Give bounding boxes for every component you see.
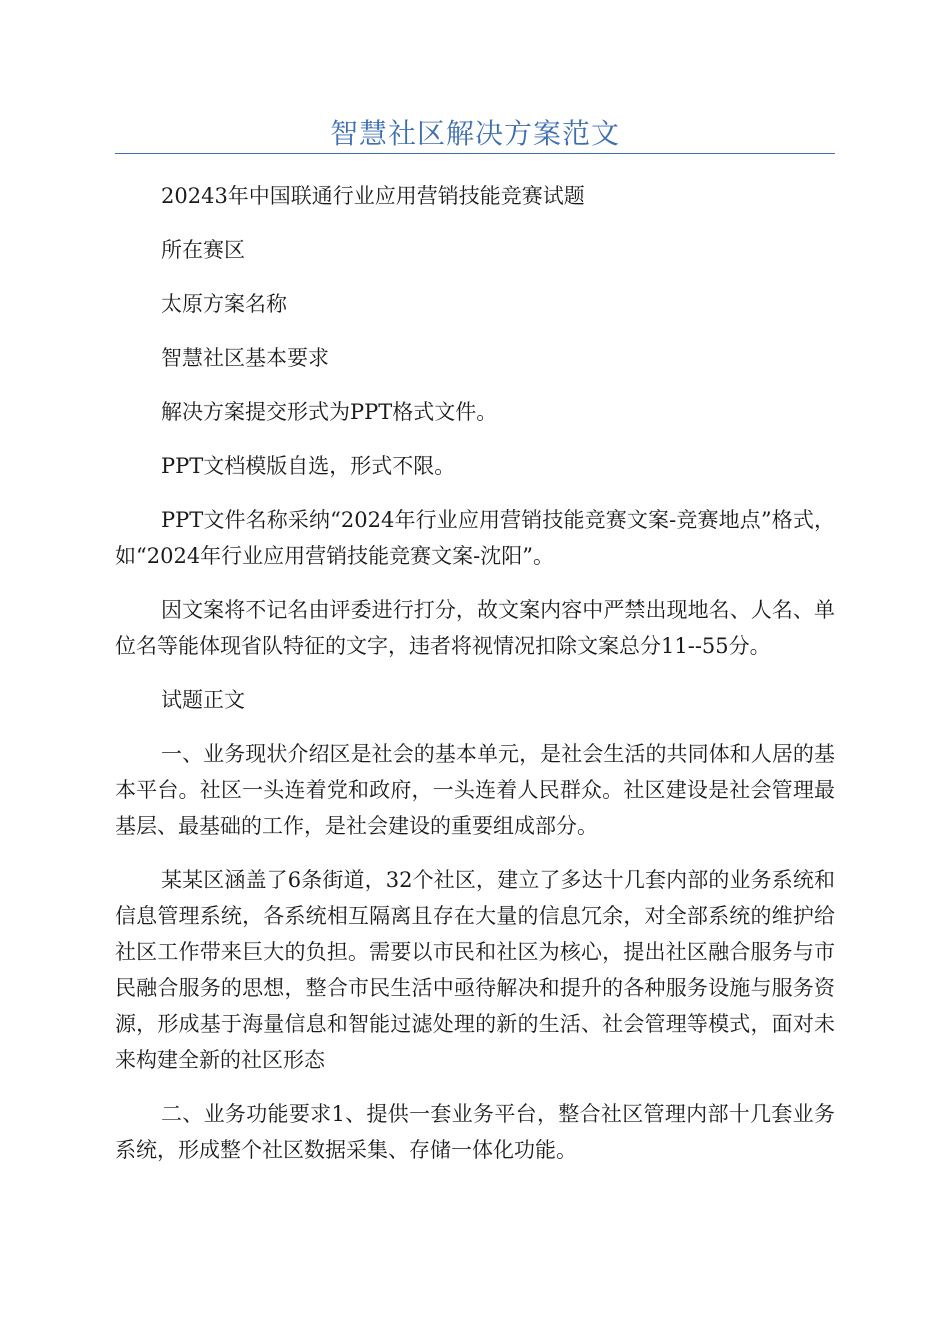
paragraph-functional-requirements: 二、业务功能要求1、提供一套业务平台，整合社区管理内部十几套业务系统，形成整个社区数据采集、存储一体化功能。 [115,1102,835,1162]
paragraph-district-overview: 某某区涵盖了6条街道，32个社区，建立了多达十几套内部的业务系统和信息管理系统，各系统相互隔离且存在大量的信息冗余，对全部系统的维护给社区工作带来巨大的负担。需要以市民和社区为核心，提出社区融合服务与市民融合服务的思想，整合市民生活中亟待解决和提升的各种服务设施与服务资源，形成基于海量信息和智能过滤处理的新的生活、社会管理等模式，面对未来构建全新的社区形态 [115,868,835,1072]
paragraph-region: 所在赛区 [161,238,245,262]
paragraph-competition: 20243年中国联通行业应用营销技能竞赛试题 [161,184,585,208]
paragraph-template: PPT文档模版自选，形式不限。 [161,454,456,478]
paragraph-submission-format: 解决方案提交形式为PPT格式文件。 [161,400,498,424]
paragraph-anonymity: 因文案将不记名由评委进行打分，故文案内容中严禁出现地名、人名、单位名等能体现省队特征的文字，违者将视情况扣除文案总分11--55分。 [115,598,835,658]
paragraph-business-status: 一、业务现状介绍区是社会的基本单元，是社会生活的共同体和人居的基本平台。社区一头连着党和政府，一头连着人民群众。社区建设是社会管理最基层、最基础的工作，是社会建设的重要组成部分。 [115,742,835,838]
document-title: 智慧社区解决方案范文 [329,117,620,150]
title-underline [115,153,835,154]
paragraph-file-naming: PPT文件名称采纳“2024年行业应用营销技能竞赛文案-竞赛地点”格式，如“2024年行业应用营销技能竞赛文案-沈阳”。 [115,508,835,568]
paragraph-main-heading: 试题正文 [161,688,245,712]
paragraph-plan-name: 太原方案名称 [161,292,287,316]
paragraph-basic-requirements: 智慧社区基本要求 [161,346,329,370]
document-body [115,178,835,1186]
